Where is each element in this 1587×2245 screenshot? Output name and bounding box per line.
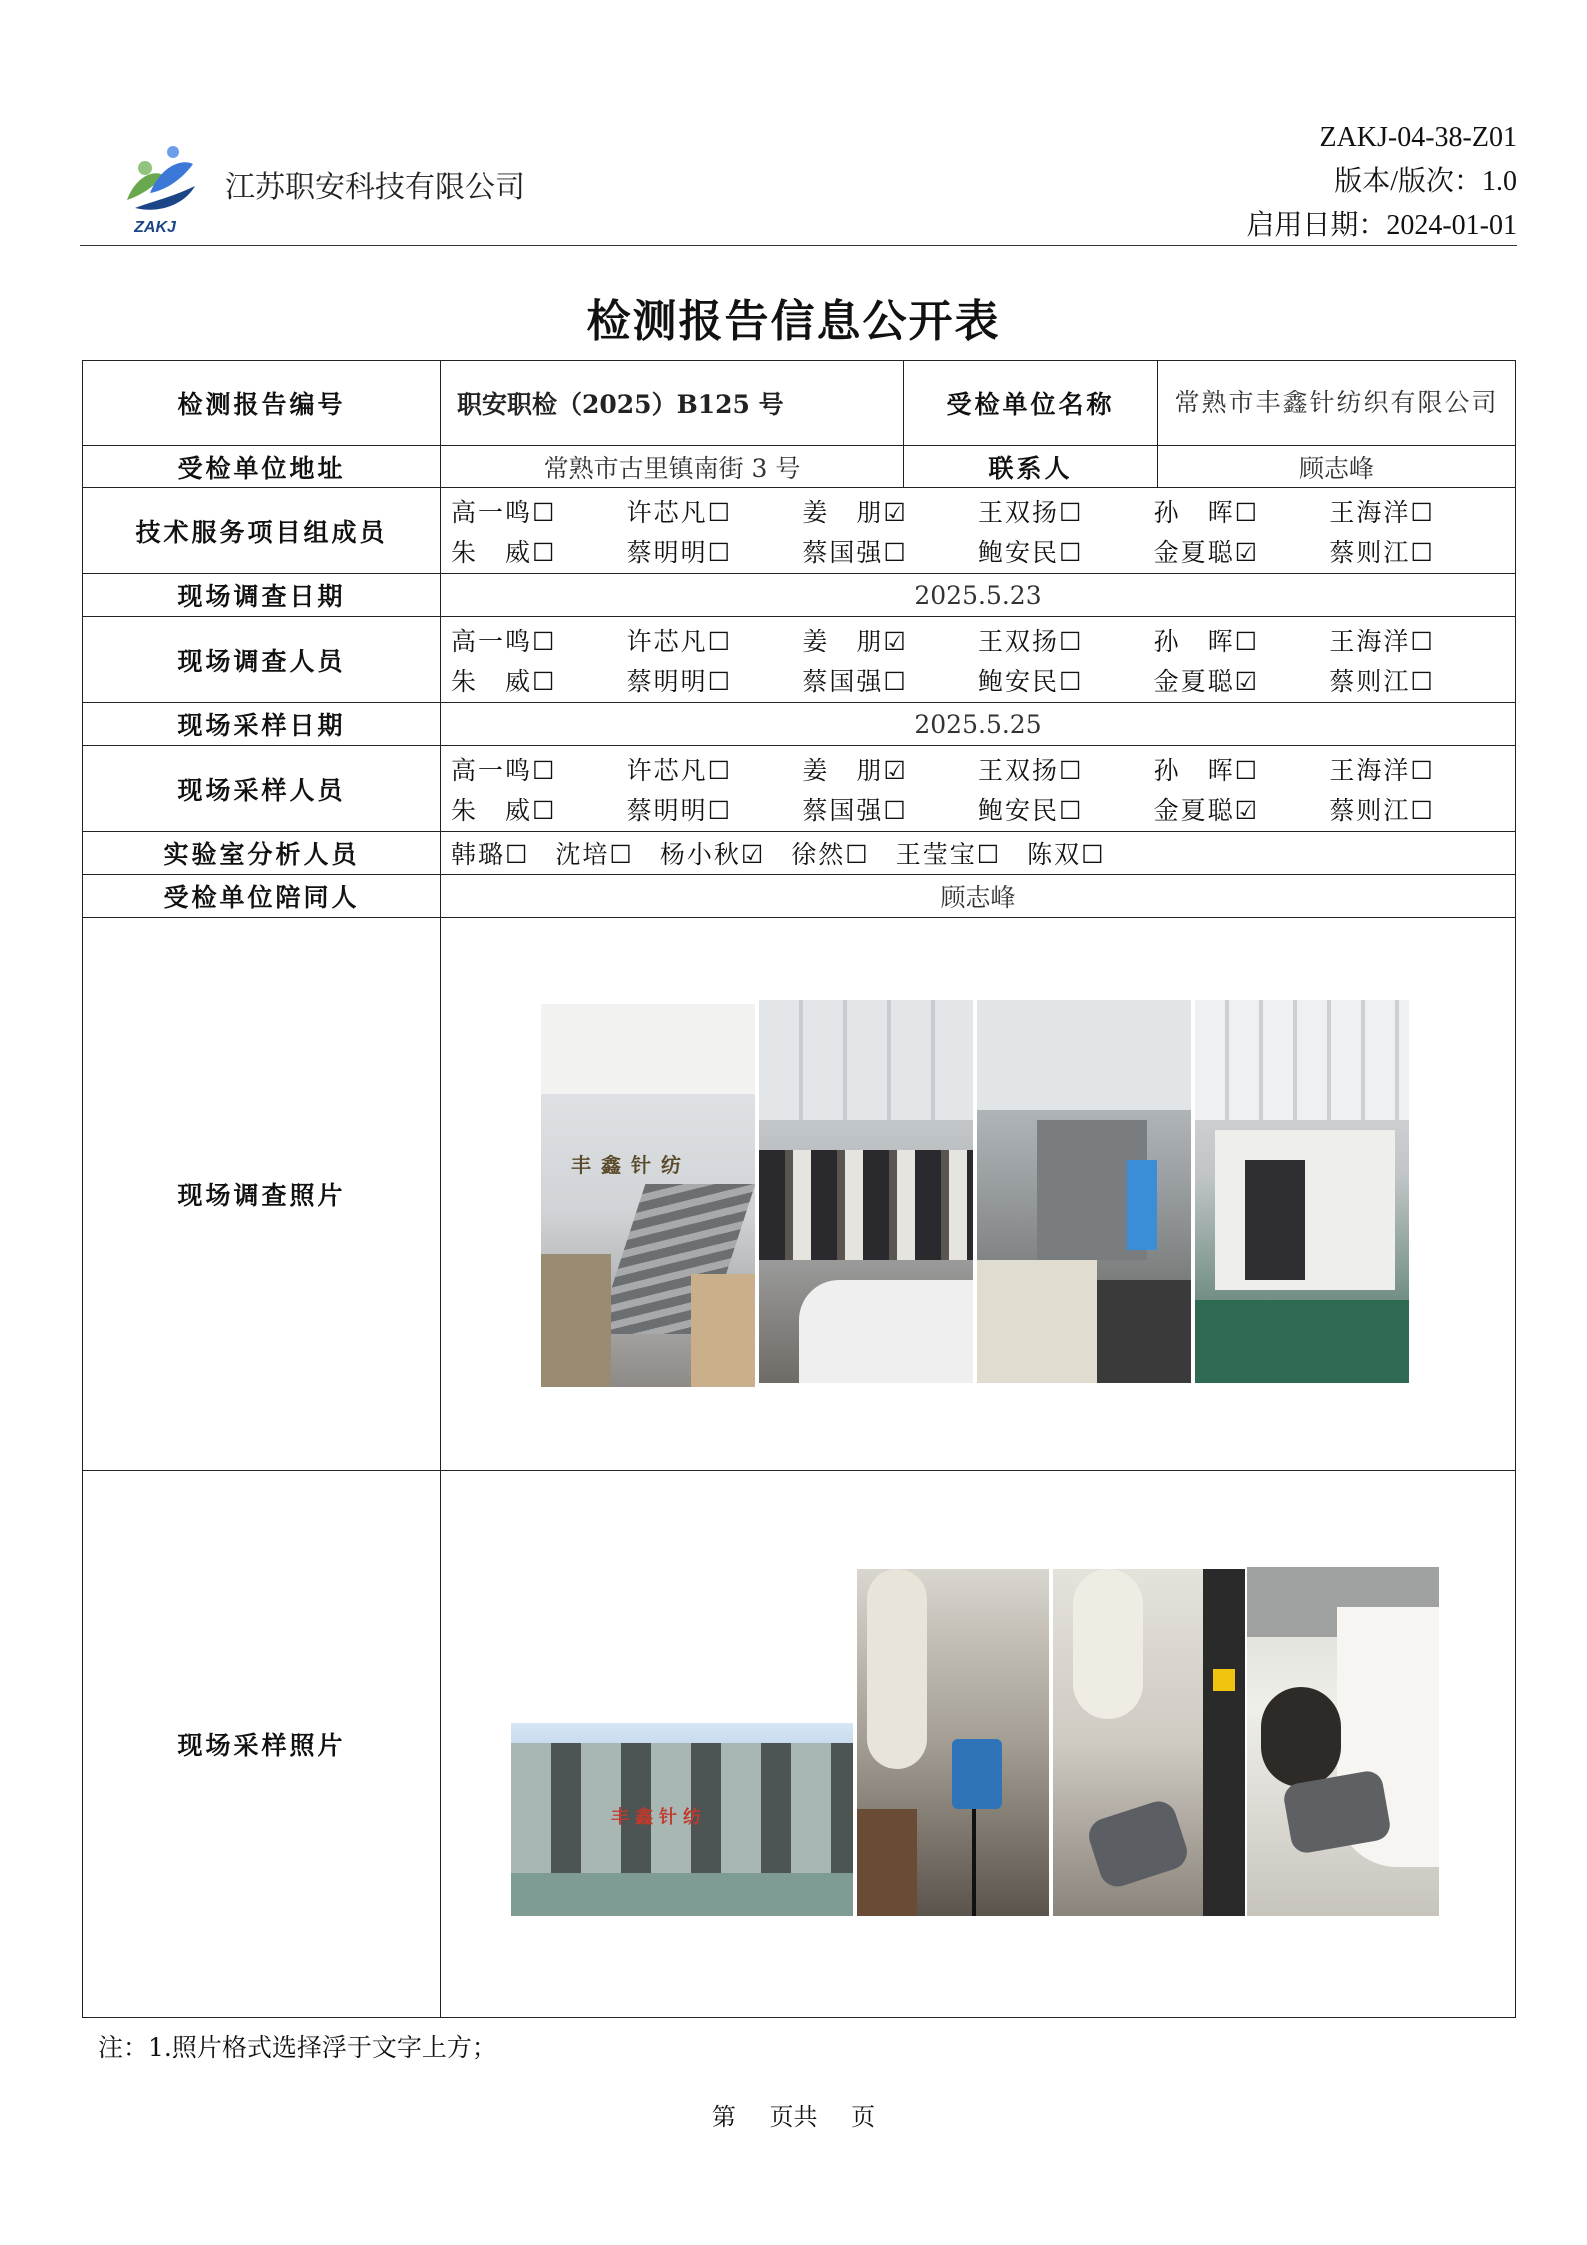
staff-name: 金夏聪☑: [1153, 795, 1260, 825]
staff-name: 蔡国强☐: [802, 666, 908, 696]
unit-name-label: 受检单位名称: [904, 361, 1158, 446]
staff-name: 鲍安民☐: [978, 666, 1084, 696]
table-row: [83, 1471, 1516, 2018]
survey-photo-machine: [977, 1000, 1191, 1383]
staff-name: 王双扬☐: [978, 497, 1084, 527]
staff-name: 王双扬☐: [978, 755, 1084, 785]
footnote: 注：1.照片格式选择浮于文字上方；: [98, 2033, 497, 2062]
table-row: [83, 875, 1516, 918]
sample-date-label: 现场采样日期: [83, 703, 441, 746]
staff-name: 金夏聪☑: [1153, 666, 1260, 696]
unit-name-value: 常熟市丰鑫针纺织有限公司: [1158, 361, 1516, 446]
staff-name: 蔡明明☐: [626, 795, 733, 825]
staff-name: 高一鸣☐: [451, 755, 557, 785]
staff-name: 许芯凡☐: [626, 626, 733, 656]
unit-address-label: 受检单位地址: [83, 446, 441, 488]
staff-name: 蔡则江☐: [1329, 537, 1435, 567]
company-logo-icon: [105, 138, 205, 238]
staff-name: 韩璐☐: [451, 840, 530, 869]
staff-name: 王莹宝☐: [895, 840, 1002, 869]
sample-photos-label: 现场采样照片: [83, 1471, 441, 2018]
survey-staff: [441, 617, 1516, 703]
staff-name: 陈双☐: [1027, 840, 1106, 869]
building-sign-text: 丰鑫针纺: [611, 1807, 707, 1828]
staff-name: 杨小秋☑: [659, 840, 766, 869]
table-row: [83, 832, 1516, 875]
table-row: [83, 361, 1516, 446]
table-row: [83, 488, 1516, 574]
table-row: [83, 617, 1516, 703]
sample-photos: [441, 1471, 1516, 2018]
team-members: [441, 488, 1516, 574]
team-label: 技术服务项目组成员: [83, 488, 441, 574]
report-info-table: [82, 360, 1516, 2018]
survey-photo-stairway: [541, 1004, 755, 1387]
escort-label: 受检单位陪同人: [83, 875, 441, 918]
staff-name: 朱 威☐: [451, 795, 557, 825]
svg-text:ZAKJ: ZAKJ: [134, 219, 176, 236]
table-row: [83, 446, 1516, 488]
sample-photo-meter-tripod: [857, 1569, 1049, 1916]
survey-date-value: 2025.5.23: [441, 574, 1516, 617]
page-footer: 第 页共 页: [711, 2103, 876, 2131]
staff-name: 朱 威☐: [451, 537, 557, 567]
unit-address-value: 常熟市古里镇南街 3 号: [441, 446, 904, 488]
survey-photos-label: 现场调查照片: [83, 918, 441, 1471]
staff-name: 蔡明明☐: [626, 537, 733, 567]
sample-date-value: 2025.5.25: [441, 703, 1516, 746]
staff-name: 金夏聪☑: [1153, 537, 1260, 567]
staff-name: 姜 朋☑: [802, 755, 908, 785]
contact-value: 顾志峰: [1158, 446, 1516, 488]
sample-staff-label: 现场采样人员: [83, 746, 441, 832]
staff-name: 王双扬☐: [978, 626, 1084, 656]
report-no-label: 检测报告编号: [83, 361, 441, 446]
report-no-value: 职安职检（2025）B125 号: [441, 361, 904, 446]
page-title: 检测报告信息公开表: [586, 296, 1001, 347]
staff-name: 蔡国强☐: [802, 795, 908, 825]
staff-name: 孙 晖☐: [1153, 626, 1260, 656]
sample-photo-handheld-meter: [1053, 1569, 1245, 1916]
staff-name: 高一鸣☐: [451, 626, 557, 656]
sample-photo-operator: [1247, 1567, 1439, 1916]
staff-name: 王海洋☐: [1329, 626, 1435, 656]
table-row: [83, 703, 1516, 746]
table-row: [83, 746, 1516, 832]
staff-name: 孙 晖☐: [1153, 755, 1260, 785]
staff-name: 蔡明明☐: [626, 666, 733, 696]
table-row: [83, 918, 1516, 1471]
survey-date-label: 现场调查日期: [83, 574, 441, 617]
staff-name: 蔡则江☐: [1329, 795, 1435, 825]
staff-name: 高一鸣☐: [451, 497, 557, 527]
staff-name: 朱 威☐: [451, 666, 557, 696]
escort-value: 顾志峰: [441, 875, 1516, 918]
staff-name: 孙 晖☐: [1153, 497, 1260, 527]
survey-photos: [441, 918, 1516, 1471]
staff-name: 王海洋☐: [1329, 755, 1435, 785]
staff-name: 姜 朋☑: [802, 626, 908, 656]
staff-name: 鲍安民☐: [978, 795, 1084, 825]
staff-name: 沈培☐: [555, 840, 634, 869]
sample-photo-building: [511, 1723, 853, 1916]
staff-name: 徐然☐: [791, 840, 870, 869]
document-header: [80, 110, 1517, 246]
staff-name: 鲍安民☐: [978, 537, 1084, 567]
doc-effective-date: 启用日期：2024-01-01: [1246, 210, 1517, 241]
staff-name: 蔡则江☐: [1329, 666, 1435, 696]
lab-staff-label: 实验室分析人员: [83, 832, 441, 875]
doc-code: ZAKJ-04-38-Z01: [1319, 122, 1517, 153]
staff-name: 姜 朋☑: [802, 497, 908, 527]
survey-photo-warehouse: [759, 1000, 973, 1383]
factory-sign-text: 丰鑫针纺: [571, 1153, 691, 1177]
staff-name: 许芯凡☐: [626, 755, 733, 785]
staff-name: 王海洋☐: [1329, 497, 1435, 527]
sample-staff: [441, 746, 1516, 832]
lab-staff: [441, 832, 1516, 875]
survey-staff-label: 现场调查人员: [83, 617, 441, 703]
contact-label: 联系人: [904, 446, 1158, 488]
table-row: [83, 574, 1516, 617]
staff-name: 许芯凡☐: [626, 497, 733, 527]
document-meta: [1246, 116, 1517, 248]
staff-name: 蔡国强☐: [802, 537, 908, 567]
doc-version: 版本/版次：1.0: [1334, 166, 1517, 197]
survey-photo-knitting-floor: [1195, 1000, 1409, 1383]
company-name: 江苏职安科技有限公司: [225, 170, 525, 205]
